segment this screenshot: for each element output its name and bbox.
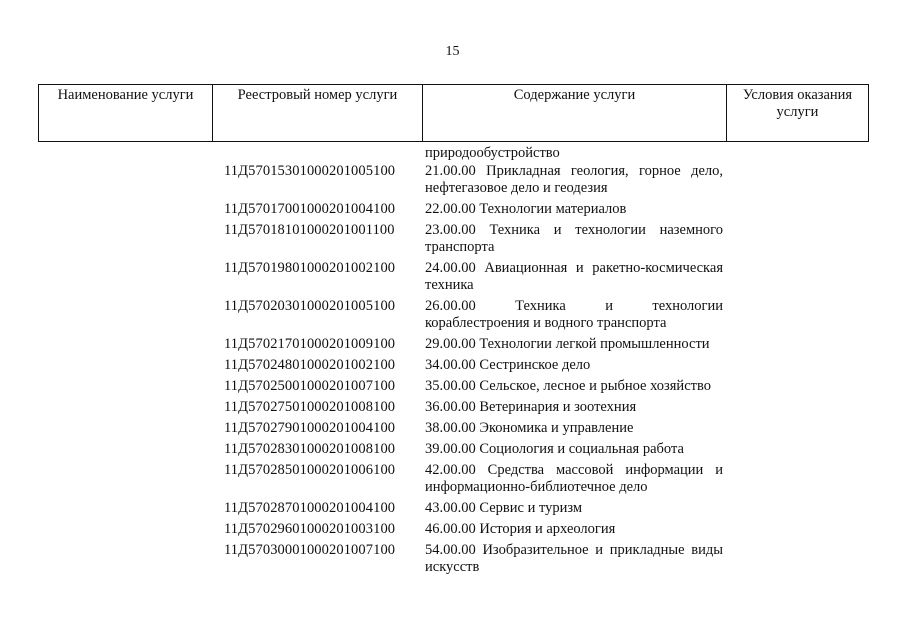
table-row: [0, 336, 905, 353]
table-row: [0, 378, 905, 395]
service-content: 54.00.00 Изобразительное и прикладные виды искусств: [425, 542, 723, 575]
service-content: 24.00.00 Авиационная и ракетно-космическая техника: [425, 260, 723, 293]
table-row: [0, 441, 905, 458]
table-row: [0, 260, 905, 294]
service-content: 43.00.00 Сервис и туризм: [425, 500, 583, 516]
registry-number: 11Д57017001000201004100: [224, 201, 396, 217]
service-content: 42.00.00 Средства массовой информации и информационно-библиотечное дело: [425, 462, 723, 495]
registry-number: 11Д57027501000201008100: [224, 399, 396, 415]
registry-number: 11Д57028301000201008100: [224, 441, 396, 457]
registry-number: 11Д57028701000201004100: [224, 500, 396, 516]
service-content: 39.00.00 Социология и социальная работа: [425, 441, 684, 457]
registry-number: 11Д57029601000201003100: [224, 521, 396, 537]
registry-number: 11Д57027901000201004100: [224, 420, 396, 436]
table-row: [0, 163, 905, 197]
table-row: [0, 420, 905, 437]
table-row: [0, 357, 905, 374]
service-content: 36.00.00 Ветеринария и зоотехния: [425, 399, 637, 415]
registry-number: 11Д57021701000201009100: [224, 336, 396, 352]
table-row: [0, 462, 905, 496]
table-row: [0, 201, 905, 218]
table-row: [0, 399, 905, 416]
registry-number: 11Д57020301000201005100: [224, 298, 396, 314]
page-number: 15: [445, 44, 460, 59]
registry-number: 11Д57018101000201001100: [224, 222, 395, 238]
service-rows: [0, 163, 905, 576]
header-registry-number: Реестровый номер услуги: [213, 85, 423, 142]
table-row: [0, 542, 905, 576]
service-content: 21.00.00 Прикладная геология, горное дело, нефтегазовое дело и геодезия: [425, 163, 723, 196]
continued-text: природообустройство: [425, 145, 560, 161]
service-content: 26.00.00 Техника и технологии кораблестроения и водного транспорта: [425, 298, 723, 331]
table-row: [0, 521, 905, 538]
service-content: 29.00.00 Технологии легкой промышленности: [425, 336, 710, 352]
table-row: [0, 222, 905, 256]
registry-number: 11Д57028501000201006100: [224, 462, 396, 478]
service-content: 34.00.00 Сестринское дело: [425, 357, 591, 373]
registry-number: 11Д57015301000201005100: [224, 163, 396, 179]
service-content: 46.00.00 История и археология: [425, 521, 616, 537]
table-row: [0, 298, 905, 332]
service-content: 35.00.00 Сельское, лесное и рыбное хозяйство: [425, 378, 711, 394]
table-row: [0, 500, 905, 517]
registry-number: 11Д57019801000201002100: [224, 260, 396, 276]
header-service-name: Наименование услуги: [39, 85, 213, 142]
header-service-conditions: Условия оказания услуги: [727, 85, 869, 142]
registry-number: 11Д57024801000201002100: [224, 357, 396, 373]
registry-number: 11Д57025001000201007100: [224, 378, 396, 394]
table-header: [38, 84, 869, 142]
service-content: 22.00.00 Технологии материалов: [425, 201, 627, 217]
registry-number: 11Д57030001000201007100: [224, 542, 396, 558]
service-content: 38.00.00 Экономика и управление: [425, 420, 634, 436]
service-content: 23.00.00 Техника и технологии наземного транспорта: [425, 222, 723, 255]
header-service-content: Содержание услуги: [423, 85, 727, 142]
